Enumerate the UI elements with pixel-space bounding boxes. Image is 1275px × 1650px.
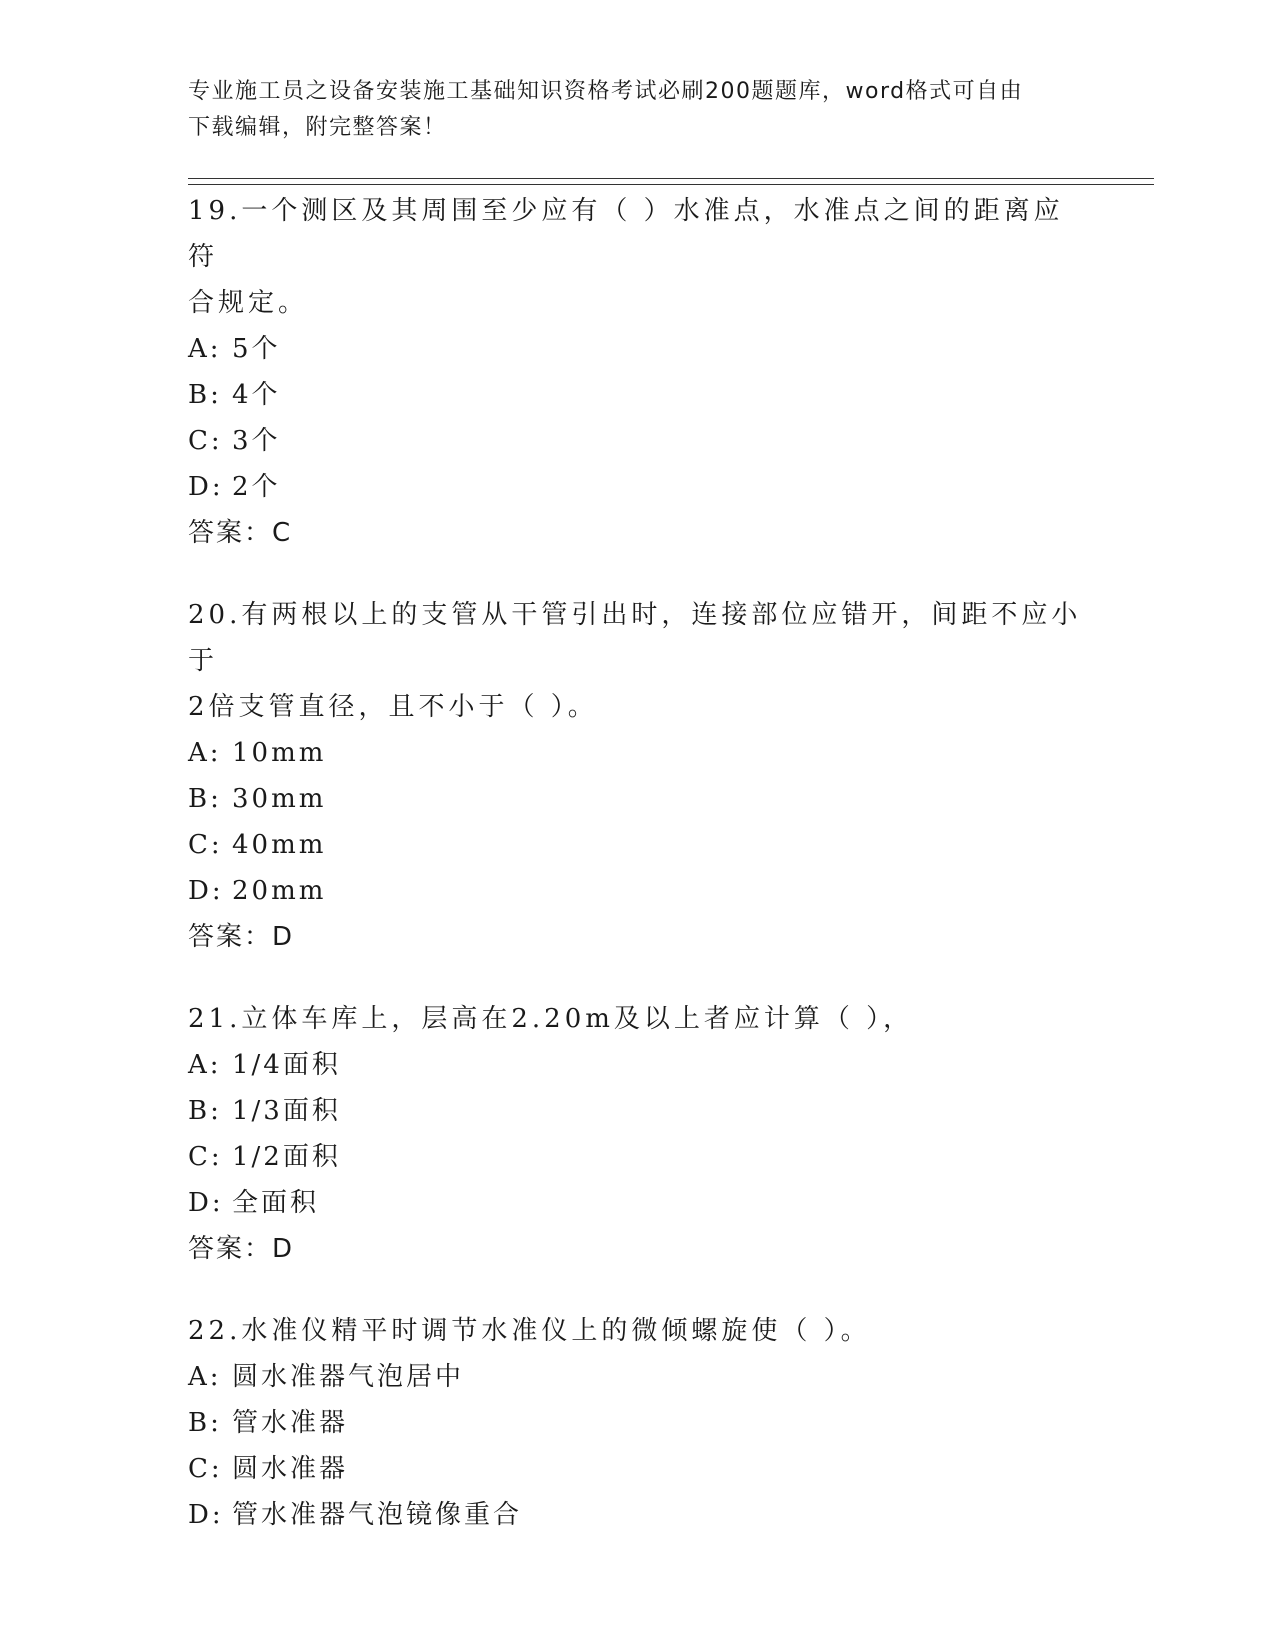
option-a xyxy=(188,1354,1088,1400)
question-stem-line: 19.一个测区及其周围至少应有（ ）水准点，水准点之间的距离应符 xyxy=(188,196,1064,272)
option-letter: A: xyxy=(188,334,222,364)
header-divider-bottom xyxy=(188,184,1154,185)
option-letter: D: xyxy=(188,472,224,502)
option-text: 管水准器气泡镜像重合 xyxy=(232,1500,523,1530)
option-d xyxy=(188,1492,1088,1538)
option-letter: C: xyxy=(188,1142,223,1172)
option-d xyxy=(188,464,1088,510)
option-text: 30mm xyxy=(232,784,327,814)
option-a xyxy=(188,1042,1088,1088)
option-letter: C: xyxy=(188,1454,223,1484)
option-b xyxy=(188,372,1088,418)
question-stem-line: 22.水准仪精平时调节水准仪上的微倾螺旋使（ ）。 xyxy=(188,1316,871,1346)
option-text: 40mm xyxy=(232,830,327,860)
answer-line: 答案：D xyxy=(188,922,295,952)
option-letter: B: xyxy=(188,1408,222,1438)
option-letter: A: xyxy=(188,1050,222,1080)
option-letter: D: xyxy=(188,876,224,906)
question-stem-line: 合规定。 xyxy=(188,288,309,318)
question-stem-line: 2倍支管直径，且不小于（ ）。 xyxy=(188,692,598,722)
question-21 xyxy=(188,996,1088,1272)
option-text: 3个 xyxy=(232,426,281,456)
option-text: 5个 xyxy=(232,334,281,364)
option-text: 圆水准器 xyxy=(232,1454,349,1484)
question-stem-line: 21.立体车库上，层高在2.20m及以上者应计算（ ）， xyxy=(188,1004,914,1034)
option-text: 1/2面积 xyxy=(232,1142,341,1172)
header-line-1: 专业施工员之设备安装施工基础知识资格考试必刷200题题库，word格式可自由 xyxy=(188,79,1024,104)
option-c xyxy=(188,822,1088,868)
header-divider-top xyxy=(188,178,1154,179)
question-list xyxy=(188,188,1088,1574)
answer-line: 答案：D xyxy=(188,1234,295,1264)
option-d xyxy=(188,868,1088,914)
option-a xyxy=(188,730,1088,776)
option-letter: D: xyxy=(188,1500,224,1530)
option-letter: A: xyxy=(188,1362,222,1392)
question-20 xyxy=(188,592,1088,960)
option-a xyxy=(188,326,1088,372)
option-text: 10mm xyxy=(232,738,327,768)
option-c xyxy=(188,1446,1088,1492)
option-text: 1/4面积 xyxy=(232,1050,341,1080)
question-22 xyxy=(188,1308,1088,1538)
option-letter: A: xyxy=(188,738,222,768)
option-text: 圆水准器气泡居中 xyxy=(232,1362,465,1392)
option-c xyxy=(188,418,1088,464)
option-letter: B: xyxy=(188,380,222,410)
option-letter: B: xyxy=(188,1096,222,1126)
option-c xyxy=(188,1134,1088,1180)
header-line-2: 下载编辑，附完整答案！ xyxy=(188,115,447,140)
option-text: 20mm xyxy=(232,876,327,906)
option-text: 4个 xyxy=(232,380,281,410)
option-text: 1/3面积 xyxy=(232,1096,341,1126)
option-text: 管水准器 xyxy=(232,1408,349,1438)
answer-line: 答案：C xyxy=(188,518,293,548)
document-header xyxy=(188,74,1068,146)
option-text: 2个 xyxy=(232,472,281,502)
option-d xyxy=(188,1180,1088,1226)
option-text: 全面积 xyxy=(232,1188,320,1218)
question-stem-line: 20.有两根以上的支管从干管引出时，连接部位应错开，间距不应小于 xyxy=(188,600,1082,676)
option-letter: B: xyxy=(188,784,222,814)
option-b xyxy=(188,1088,1088,1134)
option-b xyxy=(188,776,1088,822)
option-b xyxy=(188,1400,1088,1446)
option-letter: D: xyxy=(188,1188,224,1218)
option-letter: C: xyxy=(188,830,223,860)
question-19 xyxy=(188,188,1088,556)
option-letter: C: xyxy=(188,426,223,456)
